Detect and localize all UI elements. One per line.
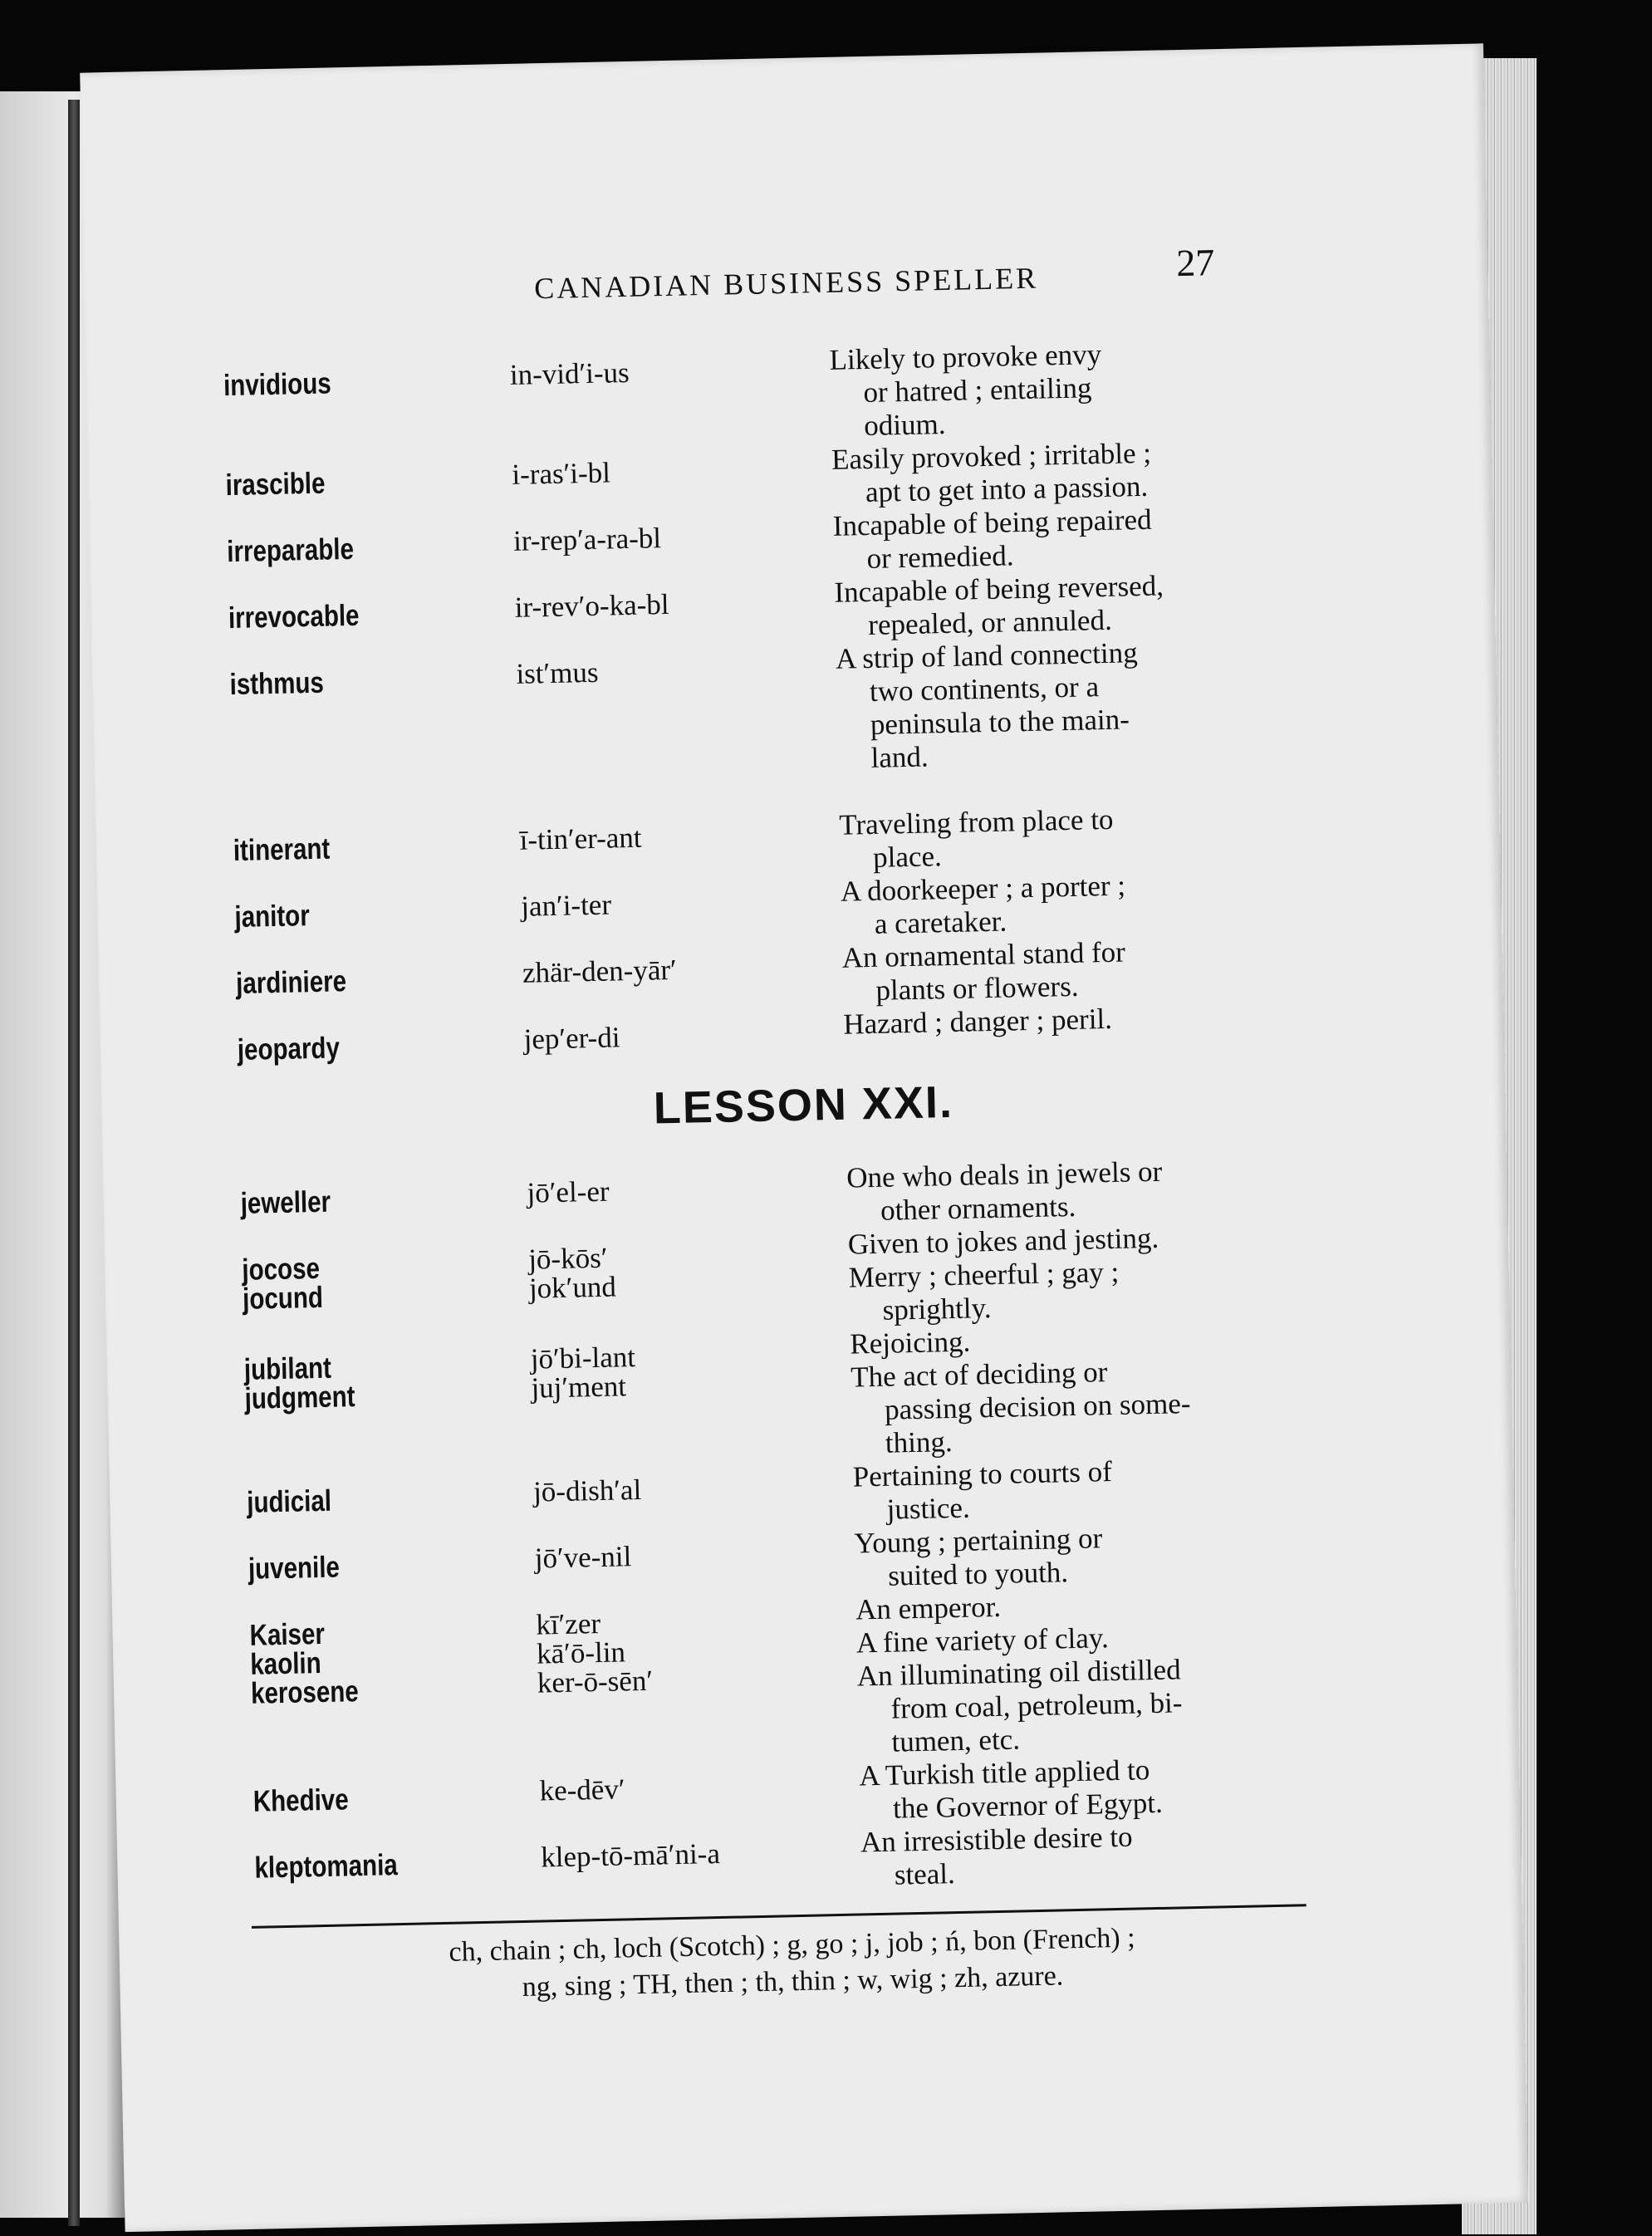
entry-pronunciation: jok′und <box>528 1270 617 1305</box>
entry-pronunciation: ke-dēv′ <box>539 1773 625 1807</box>
entry-word: kaolin <box>249 1645 322 1681</box>
definition-line: Hazard ; danger ; peril. <box>842 1002 1113 1041</box>
definition-line: A fine variety of clay. <box>855 1621 1110 1660</box>
definition-line: justice. <box>886 1491 971 1526</box>
entry-pronunciation: jan′i-ter <box>520 888 612 923</box>
entry-judicial <box>110 1447 1513 1526</box>
entry-definition <box>860 1817 1302 1892</box>
definition-line: land. <box>870 740 929 774</box>
definition-line: An illuminating oil distilled <box>856 1653 1181 1693</box>
definition-line: plants or flowers. <box>875 969 1079 1007</box>
lesson-entries <box>80 43 1528 2232</box>
entry-word: Khedive <box>252 1782 350 1818</box>
entry-pronunciation: jep′er-di <box>523 1021 620 1056</box>
entry-pronunciation: zhär-den-yār′ <box>522 953 678 989</box>
entry-pronunciation: klep-tō-mā′ni-a <box>540 1837 721 1874</box>
definition-line: Traveling from place to <box>838 802 1114 841</box>
definition-line: Likely to provoke envy <box>829 338 1102 376</box>
definition-line: steal. <box>894 1857 956 1891</box>
definition-line: Pertaining to courts of <box>852 1455 1113 1493</box>
definition-line: Rejoicing. <box>850 1325 971 1361</box>
entry-definition <box>854 1518 1296 1593</box>
entry-pronunciation: ir-rep′a-ra-bl <box>512 522 662 557</box>
definition-line: from coal, petroleum, bi- <box>890 1686 1183 1725</box>
entry-definition <box>846 1153 1288 1228</box>
entry-word: itinerant <box>233 831 331 868</box>
definition-line: An irresistible desire to <box>860 1820 1133 1859</box>
definition-line: A doorkeeper ; a porter ; <box>840 869 1126 908</box>
key-line-2: ng, sing ; TH, then ; th, thin ; w, wig ; zh, azure. <box>522 1960 1064 2003</box>
definition-line: One who deals in jewels or <box>846 1155 1163 1194</box>
entry-word: isthmus <box>229 664 325 702</box>
entry-word: judgment <box>244 1379 355 1415</box>
definition-line: the Governor of Egypt. <box>892 1786 1164 1825</box>
running-head: CANADIAN BUSINESS SPELLER <box>533 261 1039 306</box>
page-number: 27 <box>1175 241 1215 285</box>
entry-word: juvenile <box>248 1549 341 1586</box>
entry-word: janitor <box>234 898 311 934</box>
entry-pronunciation: kā′ō-lin <box>536 1635 626 1670</box>
entry-pronunciation: jō-dish′al <box>532 1473 642 1508</box>
definition-line: Merry ; cheerful ; gay ; <box>848 1255 1120 1294</box>
definition-line: other ornaments. <box>880 1189 1076 1227</box>
definition-line: sprightly. <box>882 1292 992 1326</box>
entry-word: irrevocable <box>228 597 360 635</box>
definition-line: a caretaker. <box>874 905 1007 940</box>
entry-pronunciation: ist′mus <box>516 655 599 690</box>
entry-word: jocose <box>241 1250 321 1287</box>
entry-definition <box>851 1352 1292 1461</box>
lesson-heading: LESSON XXI. <box>653 1076 954 1134</box>
entry-pronunciation: jō′bi-lant <box>530 1341 636 1375</box>
book-page <box>80 43 1528 2232</box>
definition-line: or hatred ; entailing <box>863 371 1092 409</box>
entry-juvenile <box>110 1513 1514 1592</box>
definition-line: suited to youth. <box>887 1556 1069 1592</box>
entry-pronunciation: juj′ment <box>531 1370 627 1405</box>
definition-line: odium. <box>863 407 946 443</box>
entry-word: kleptomania <box>254 1847 399 1885</box>
entry-definition <box>848 1253 1290 1328</box>
definition-line: peninsula to the main- <box>870 703 1130 741</box>
entry-word: irascible <box>225 465 326 503</box>
definition-line: Incapable of being reversed, <box>834 569 1164 609</box>
definition-line: place. <box>872 840 943 874</box>
definition-line: Young ; pertaining or <box>854 1522 1103 1560</box>
entry-pronunciation: ker-ō-sēn′ <box>537 1664 654 1699</box>
definition-line: tumen, etc. <box>891 1723 1021 1758</box>
definition-line: apt to get into a passion. <box>865 469 1149 508</box>
definition-line: Incapable of being repaired <box>832 503 1152 542</box>
definition-line: Given to jokes and jesting. <box>847 1221 1159 1261</box>
entry-word: jardiniere <box>235 964 347 1000</box>
entry-pronunciation: kī′zer <box>536 1606 601 1641</box>
entry-pronunciation: jō′el-er <box>527 1174 610 1209</box>
definition-line: A Turkish title applied to <box>858 1753 1150 1792</box>
definition-line: The act of deciding or <box>850 1356 1108 1394</box>
entry-definition <box>852 1451 1294 1527</box>
entry-word: jeweller <box>240 1184 331 1220</box>
entry-word: Kaiser <box>249 1616 326 1652</box>
entry-pronunciation: jō′ve-nil <box>534 1540 632 1575</box>
entry-pronunciation: jō-kōs′ <box>527 1241 608 1276</box>
definition-line: passing decision on some- <box>884 1387 1191 1426</box>
entry-definition <box>856 1650 1298 1759</box>
entry-word: invidious <box>223 365 332 403</box>
entry-definition <box>859 1750 1301 1826</box>
entry-word: jocund <box>242 1279 324 1316</box>
definition-line: repealed, or annuled. <box>867 603 1113 641</box>
entry-word: kerosene <box>250 1674 360 1710</box>
definition-line: An emperor. <box>855 1590 1002 1626</box>
entry-word: judicial <box>246 1483 332 1519</box>
definition-line: An ornamental stand for <box>841 935 1126 974</box>
definition-line: thing. <box>885 1425 953 1459</box>
entry-pronunciation: ī-tin′er-ant <box>519 821 642 856</box>
entry-word: jubilant <box>243 1350 332 1386</box>
entry-pronunciation: in-vid′i-us <box>509 356 630 391</box>
entry-khedive <box>115 1746 1519 1825</box>
entry-kleptomania <box>117 1812 1521 1891</box>
entry-word: irreparable <box>226 531 355 569</box>
entry-word: jeopardy <box>237 1030 341 1067</box>
definition-line: or remedied. <box>866 539 1014 575</box>
definition-line: Easily provoked ; irritable ; <box>831 436 1152 476</box>
book-gutter <box>68 100 80 2226</box>
entry-pronunciation: ir-rev′o-ka-bl <box>514 587 669 624</box>
entry-pronunciation: i-ras′i-bl <box>512 456 611 491</box>
key-line-1: ch, chain ; ch, loch (Scotch) ; g, go ; j, job ; ń, bon (French) ; <box>449 1922 1135 1968</box>
definition-line: two continents, or a <box>869 670 1100 708</box>
entry-jeweller <box>103 1148 1507 1227</box>
definition-line: A strip of land connecting <box>835 636 1139 675</box>
